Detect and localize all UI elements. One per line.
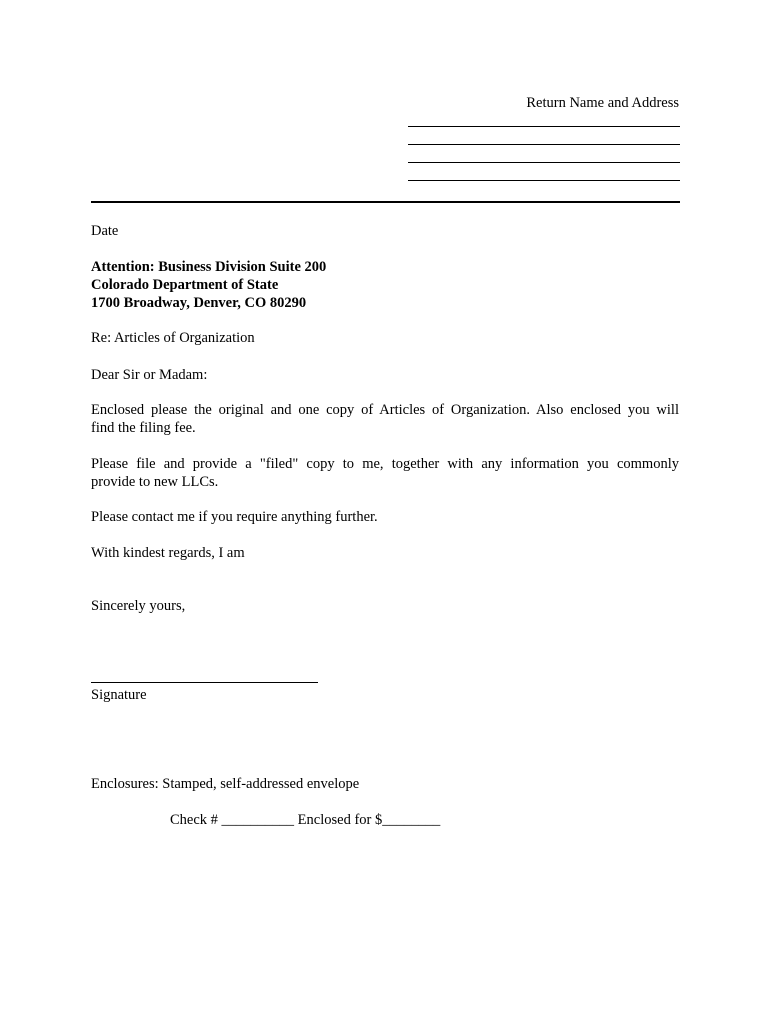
body-paragraph-1-line-1: Enclosed please the original and one copy of Articles of Organization. Also enclosed you will <box>91 402 679 418</box>
return-address-line <box>408 162 680 163</box>
signature-label: Signature <box>91 687 147 703</box>
recipient-address: 1700 Broadway, Denver, CO 80290 <box>91 295 307 311</box>
body-paragraph-3: Please contact me if you require anything further. <box>91 509 378 525</box>
header-divider <box>91 201 680 203</box>
body-paragraph-4: With kindest regards, I am <box>91 545 245 561</box>
body-paragraph-1-line-2: find the filing fee. <box>91 420 196 436</box>
subject-line: Re: Articles of Organization <box>91 330 255 346</box>
return-address-line <box>408 144 680 145</box>
closing: Sincerely yours, <box>91 598 186 614</box>
return-address-line <box>408 180 680 181</box>
enclosures-line: Enclosures: Stamped, self-addressed envelope <box>91 776 360 792</box>
salutation: Dear Sir or Madam: <box>91 367 208 383</box>
recipient-attention: Attention: Business Division Suite 200 <box>91 259 327 275</box>
body-paragraph-2-line-1: Please file and provide a "filed" copy to me, together with any information you commonly <box>91 456 679 472</box>
return-address-label: Return Name and Address <box>526 95 679 111</box>
check-line: Check # __________ Enclosed for $________ <box>170 812 441 828</box>
date-label: Date <box>91 223 119 239</box>
signature-line <box>91 682 318 683</box>
body-paragraph-1 <box>91 401 679 437</box>
body-paragraph-2 <box>91 455 679 491</box>
return-address-line <box>408 126 680 127</box>
body-paragraph-2-line-2: provide to new LLCs. <box>91 474 219 490</box>
recipient-department: Colorado Department of State <box>91 277 279 293</box>
